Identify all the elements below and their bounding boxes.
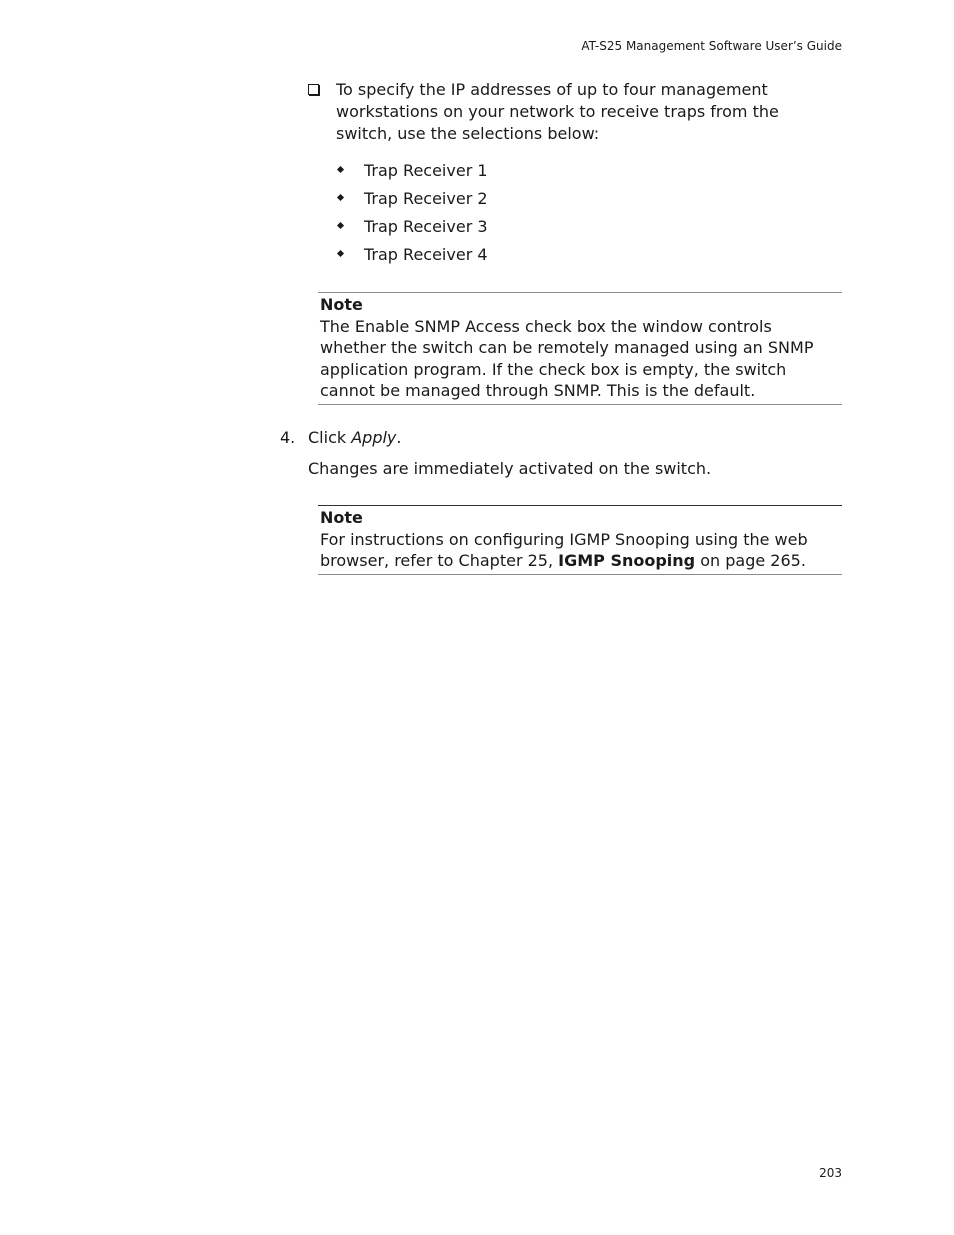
list-item bbox=[336, 160, 488, 188]
page-number: 203 bbox=[819, 1166, 842, 1180]
note-body-before: For instructions on configuring IGMP Snooping using the web browser, refer to Chapter 25, bbox=[320, 529, 808, 570]
igmp-snooping-note bbox=[318, 505, 842, 575]
step-4 bbox=[280, 427, 401, 449]
note-title: Note bbox=[320, 508, 363, 527]
checkbox-item-text: To specify the IP addresses of up to four management workstations on your network to receive traps from the switch, use the selections below: bbox=[336, 80, 779, 143]
step-text-prefix: Click bbox=[308, 428, 352, 447]
note-body-after: on page 265. bbox=[695, 551, 806, 570]
list-item-label: Trap Receiver 1 bbox=[364, 161, 488, 180]
diamond-bullet-icon bbox=[337, 194, 344, 201]
apply-emphasis: Apply bbox=[351, 428, 397, 447]
list-item bbox=[336, 216, 488, 244]
step-4-result: Changes are immediately activated on the switch. bbox=[308, 459, 712, 478]
trap-receiver-list bbox=[336, 160, 488, 272]
list-item bbox=[336, 188, 488, 216]
step-text-suffix: . bbox=[396, 428, 402, 447]
list-item-label: Trap Receiver 3 bbox=[364, 217, 488, 236]
note-title: Note bbox=[320, 295, 363, 314]
list-item-label: Trap Receiver 4 bbox=[364, 245, 488, 264]
list-item bbox=[336, 244, 488, 272]
checkbox-list-item bbox=[308, 79, 838, 145]
list-item-label: Trap Receiver 2 bbox=[364, 189, 488, 208]
note-body: The Enable SNMP Access check box the window controls whether the switch can be remotely managed using an SNMP application program. If the check box is empty, the switch cannot be managed through SNMP. This is the default. bbox=[320, 316, 814, 400]
diamond-bullet-icon bbox=[337, 222, 344, 229]
note-body bbox=[320, 529, 842, 572]
diamond-bullet-icon bbox=[337, 250, 344, 257]
diamond-bullet-icon bbox=[337, 166, 344, 173]
running-header: AT-S25 Management Software User’s Guide bbox=[581, 39, 842, 53]
snmp-access-note bbox=[318, 292, 842, 405]
checkbox-bullet-icon bbox=[308, 84, 319, 95]
step-number: 4. bbox=[280, 428, 296, 447]
igmp-snooping-reference: IGMP Snooping bbox=[558, 551, 696, 570]
